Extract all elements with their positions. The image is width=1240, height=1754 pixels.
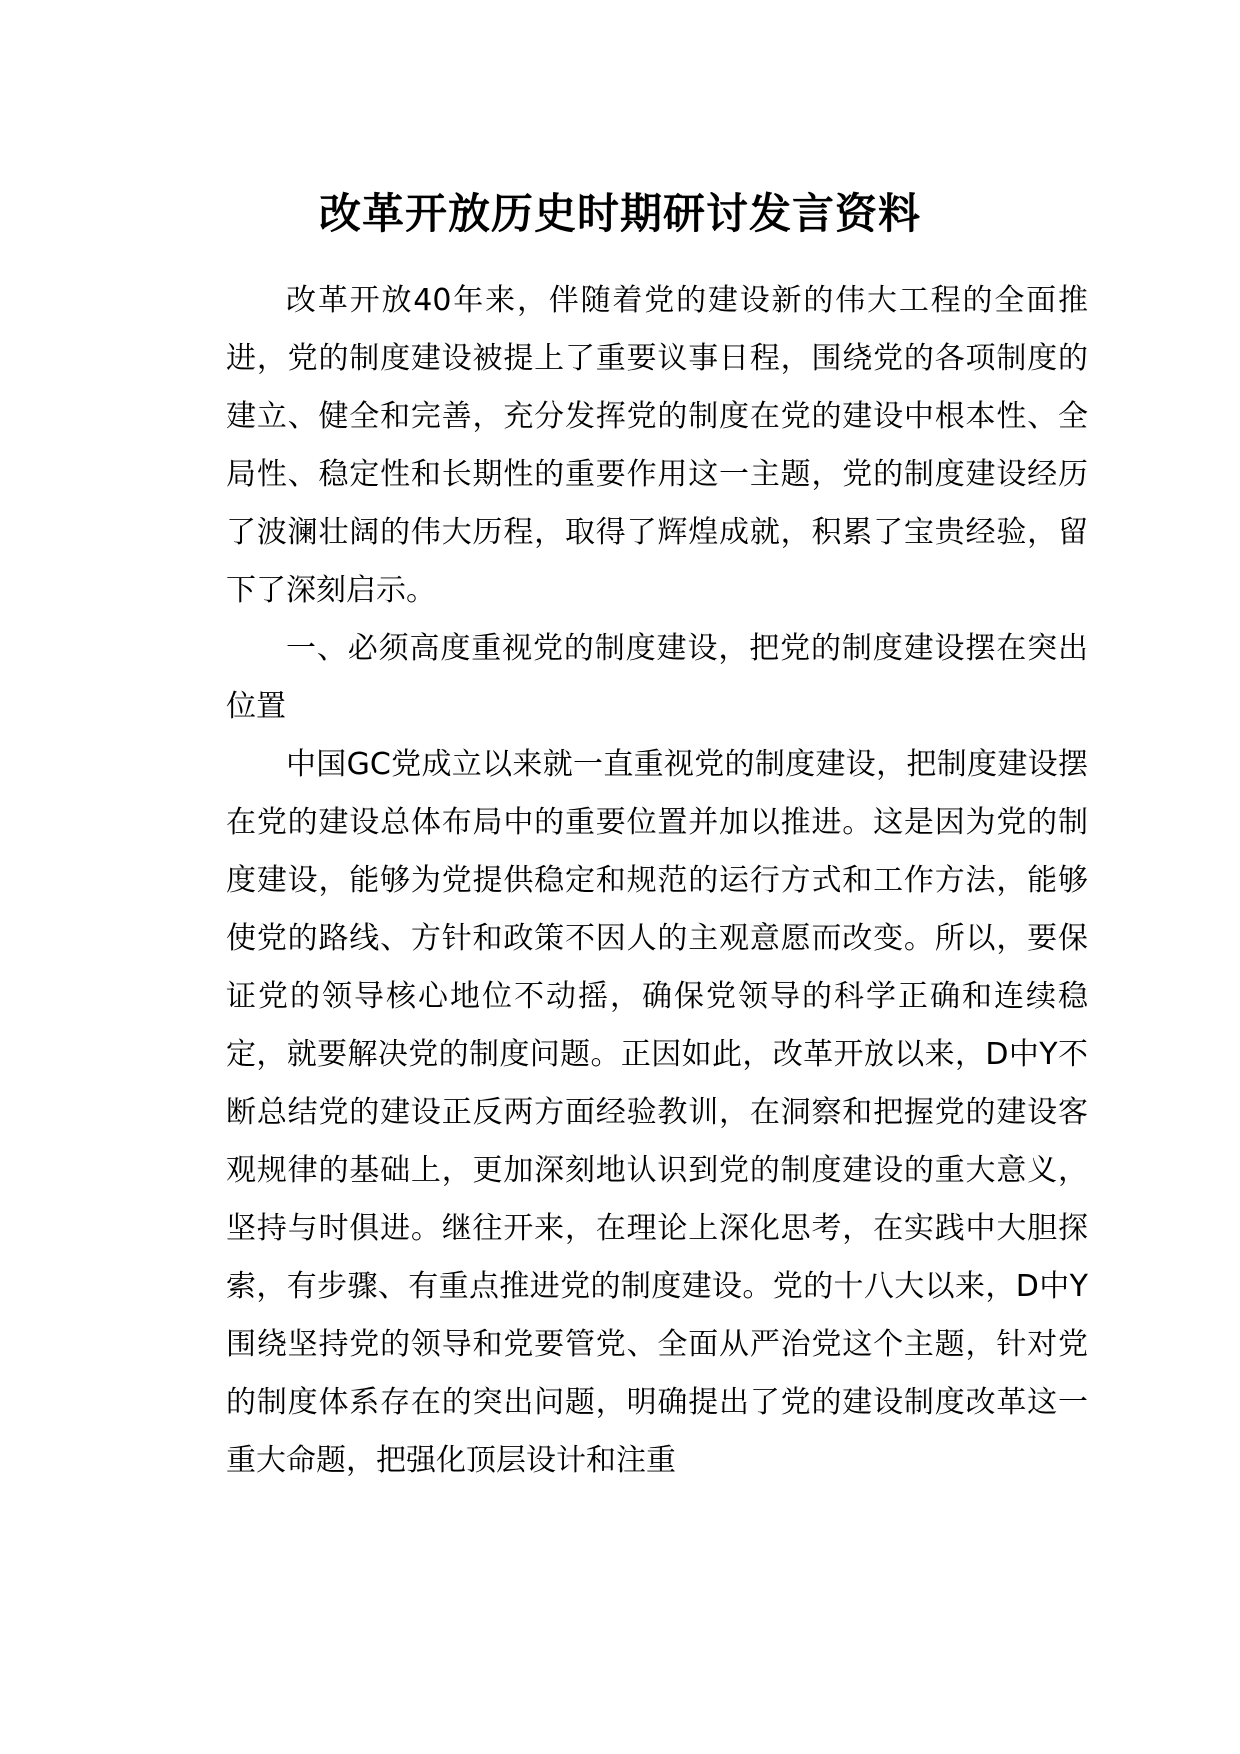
- document-title: 改革开放历史时期研讨发言资料: [318, 189, 921, 238]
- paragraph-intro: 改革开放40年来，伴随着党的建设新的伟大工程的全面推进，党的制度建设被提上了重要议事日程，围绕党的各项制度的建立、健全和完善，充分发挥党的制度在党的建设中根本性、全局性、稳定性和长期性的重要作用这一主题，党的制度建设经历了波澜壮阔的伟大历程，取得了辉煌成就，积累了宝贵经验，留下了深刻启示。: [226, 283, 1088, 608]
- paragraph-section-1: 中国GC党成立以来就一直重视党的制度建设，把制度建设摆在党的建设总体布局中的重要位置并加以推进。这是因为党的制度建设，能够为党提供稳定和规范的运行方式和工作方法，能够使党的路线、方针和政策不因人的主观意愿而改变。所以，要保证党的领导核心地位不动摇，确保党领导的科学正确和连续稳定，就要解决党的制度问题。正因如此，改革开放以来，D中Y不断总结党的建设正反两方面经验教训，在洞察和把握党的建设客观规律的基础上，更加深刻地认识到党的制度建设的重大意义，坚持与时俱进。继往开来，在理论上深化思考，在实践中大胆探索，有步骤、有重点推进党的制度建设。党的十八大以来，D中Y围绕坚持党的领导和党要管党、全面从严治党这个主题，针对党的制度体系存在的突出问题，明确提出了党的建设制度改革这一重大命题，把强化顶层设计和注重: [226, 747, 1088, 1478]
- document-body: [226, 272, 1088, 1490]
- section-heading-1: 一、必须高度重视党的制度建设，把党的制度建设摆在突出位置: [226, 631, 1088, 724]
